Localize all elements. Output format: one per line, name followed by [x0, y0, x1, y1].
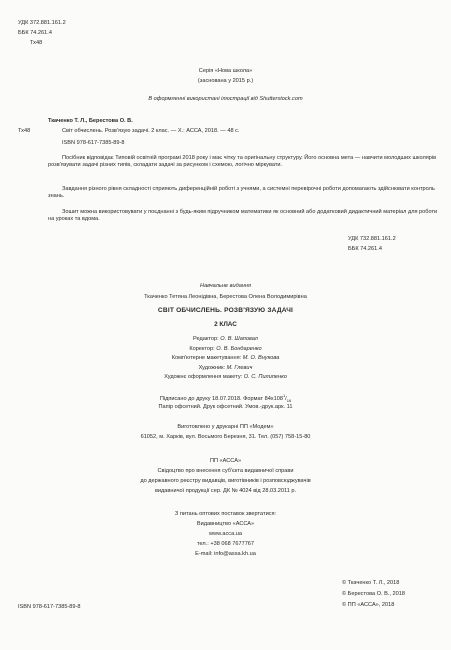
- publisher-line-3: видавничої продукції сер. ДК № 4024 від 28.03.2011 р.: [154, 488, 297, 494]
- credit-role: Коректор:: [189, 345, 215, 352]
- format-fraction-numerator: 1: [282, 393, 286, 398]
- publisher-line-1: Свідоцтво про внесення суб'єкта видавничої справи: [157, 468, 294, 474]
- credit-role: Комп'ютерне макетування:: [171, 355, 242, 362]
- citation-isbn: ISBN 978-617-7385-89-8: [62, 140, 125, 146]
- publisher-name: ПП «АССА»: [209, 458, 242, 464]
- printer-line-2: 61052, м. Харків, вул. Восьмого Березня, 31. Тел. (057) 758-15-80: [140, 434, 311, 440]
- print-signed: Підписано до друку 18.07.2018. Формат $84х108^1/_{16}$: [159, 393, 292, 403]
- citation-authors: Ткаченко Т. Л., Берестова О. В.: [48, 118, 133, 124]
- copyright-2: © Берестова О. В., 2018: [342, 591, 405, 597]
- book-title: СВІТ ОБЧИСЛЕНЬ. РОЗВ'ЯЗУЮ ЗАДАЧІ: [157, 307, 294, 314]
- print-paper: Папір офсетний. Друк офсетний. Умов.-друк.арк. 11: [158, 404, 293, 410]
- series-line-2: (заснована у 2015 р.): [197, 78, 254, 84]
- credit-name: М. О. Внукова: [242, 355, 280, 362]
- author-mark-top: Тх48: [30, 40, 43, 46]
- series-line-1: Серія «Нова школа»: [198, 68, 253, 74]
- print-signed-text: Підписано до друку 18.07.2018. Формат 84х108: [159, 395, 283, 402]
- abstract-paragraph-2: Завдання різного рівня складності сприяють диференційній роботі з учнями, а системні перевірочні роботи допомагають здійснювати контроль знань.: [48, 186, 435, 199]
- edition-authors: Ткаченко Тетяна Леонідівна, Берестова Олена Володимирівна: [144, 294, 307, 300]
- credit-name: О. С. Пилипенко: [243, 374, 287, 381]
- contacts-line-1: З питань оптових поставок звертатися:: [174, 511, 277, 517]
- abstract-paragraph-3: Зошит можна використовувати у поєднанні з будь-яким підручником математики як основний або додатковий дидактичний матеріал для роботи на уроках та вдома.: [48, 209, 438, 222]
- credit-name: О. В. Бондаренко: [216, 345, 262, 352]
- credits-block: [0, 336, 451, 384]
- book-grade: 2 КЛАС: [214, 321, 237, 328]
- credit-name: О. В. Шаповал: [220, 336, 258, 342]
- format-fraction-denominator: 16: [286, 397, 292, 403]
- udk-code-top: УДК 372.881.161.2: [18, 20, 66, 26]
- footer-isbn: ISBN 978-617-7385-89-8: [18, 604, 81, 610]
- illustrations-credit: В оформленні використані ілюстрації від Shutterstock.com: [148, 96, 303, 102]
- edition-type: Навчальне видання: [200, 283, 251, 289]
- citation-code: Тх48: [18, 128, 31, 134]
- copyright-1: © Ткаченко Т. Л., 2018: [342, 580, 400, 586]
- credit-role: Редактор:: [193, 336, 219, 342]
- abstract-paragraph-1: Посібник відповідає Типовій освітній програмі 2018 року і має чітку та оригінальну структуру. Його основна мета — навчити молодших школярів розв'язувати задачі різних типів, складати задачі за рисунком і схемою, логічно міркувати.: [48, 155, 437, 168]
- copyright-3: © ПП «АССА», 2018: [342, 602, 395, 608]
- publisher-line-2: до державного реєстру видавців, виготівників і розповсюджувачів: [140, 478, 311, 484]
- credit-layout: [0, 355, 451, 365]
- bbk-code-top: ББК 74.261.4: [18, 30, 52, 36]
- udk-code-right: УДК 732.881.161.2: [348, 236, 396, 242]
- credit-proofreader: [0, 346, 451, 356]
- printer-line-1: Виготовлено у друкарні ПП «Модем»: [177, 424, 274, 430]
- citation-description: Світ обчислень. Розв'язую задачі. 2 клас. — Х.: АССА, 2018. — 48 с.: [62, 128, 240, 134]
- credit-artist: [0, 365, 451, 375]
- bbk-code-right: ББК 74.261.4: [348, 246, 382, 252]
- contacts-email: E-mail: info@assa.kh.ua: [195, 551, 256, 557]
- credit-role: Художник:: [198, 364, 226, 371]
- credit-design: [0, 374, 451, 384]
- contacts-phone: тел.: +38 068 7677767: [196, 541, 255, 547]
- contacts-website: www.acca.ua: [209, 531, 242, 537]
- contacts-line-2: Видавництво «АССА»: [196, 521, 255, 527]
- credit-role: Художнє оформлення макету:: [164, 374, 243, 381]
- credit-name: М. Глевич: [226, 364, 253, 371]
- credit-editor: [0, 336, 451, 346]
